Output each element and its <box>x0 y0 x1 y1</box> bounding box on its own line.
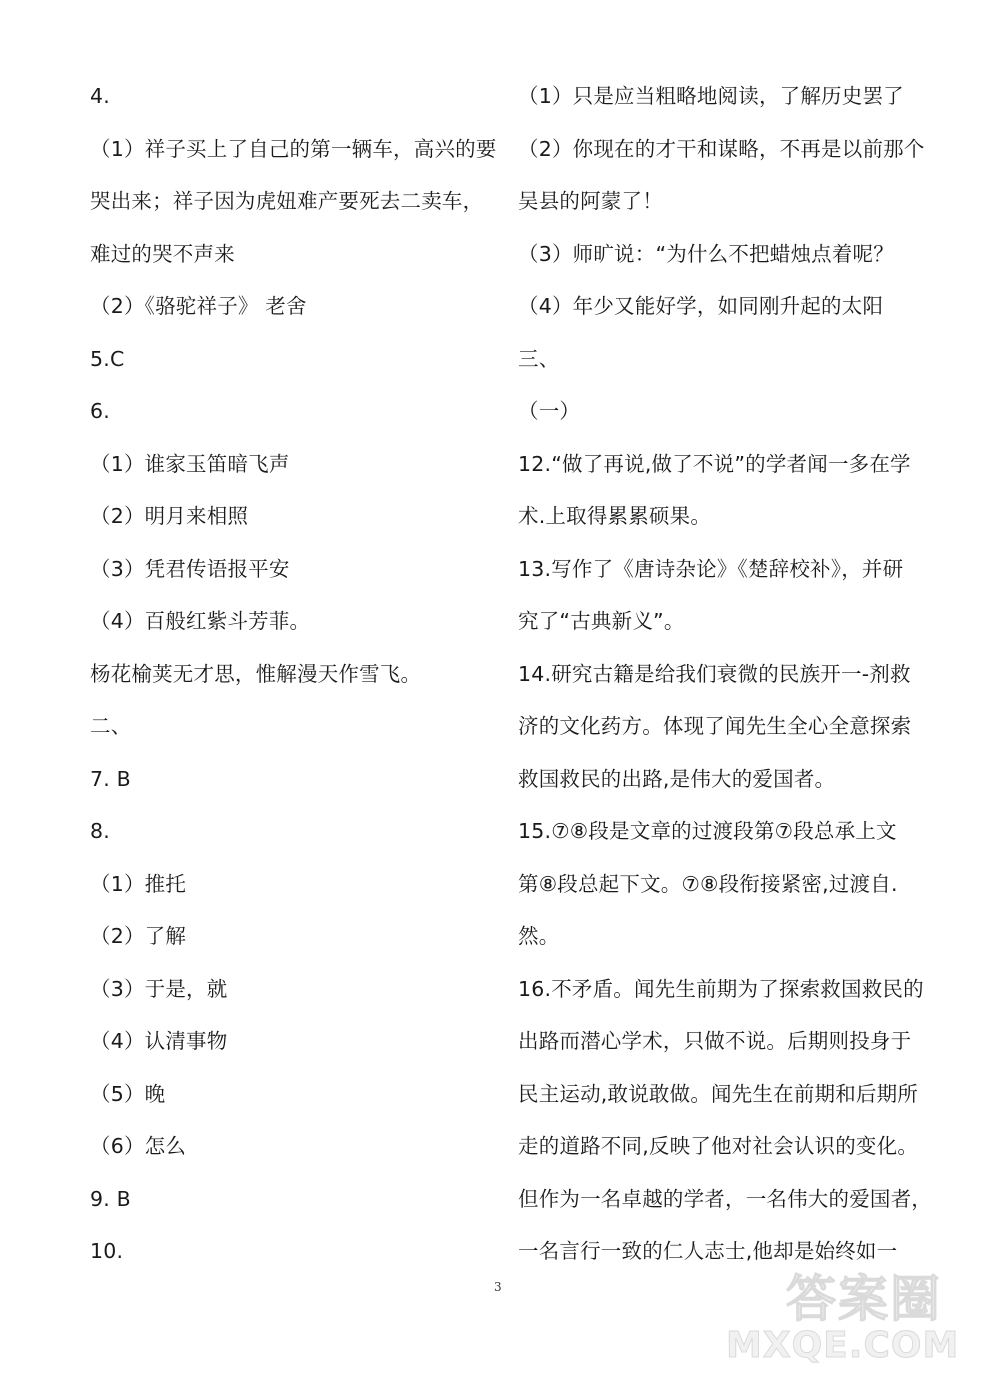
right-line: （1）只是应当粗略地阅读，了解历史罢了 <box>518 84 904 108</box>
right-line: 民主运动,敢说敢做。闻先生在前期和后期所 <box>518 1081 919 1106</box>
right-line: 三、 <box>518 346 560 371</box>
left-line: （6）怎么 <box>90 1134 187 1158</box>
left-line: （2）《骆驼祥子》 老舍 <box>90 294 307 318</box>
left-line: （4）认清事物 <box>90 1029 228 1053</box>
right-line: （一） <box>518 399 581 423</box>
right-line: 16.不矛盾。闻先生前期为了探索救国救民的 <box>518 976 924 1001</box>
page-number: 3 <box>494 1280 502 1294</box>
right-line: 究了“古典新义”。 <box>518 609 685 633</box>
right-line: 15.⑦⑧段是文章的过渡段第⑦段总承上文 <box>518 819 897 843</box>
right-line: 术.上取得累累硕果。 <box>518 504 712 528</box>
left-line: （3）于是，就 <box>90 976 228 1001</box>
right-line: （2）你现在的才干和谋略，不再是以前那个 <box>518 136 925 161</box>
left-column <box>90 70 497 1278</box>
right-line: 12.“做了再说,做了不说”的学者闻一多在学 <box>518 451 911 476</box>
right-line: （4）年少又能好学，如同刚升起的太阳 <box>518 294 884 318</box>
right-line: 吴县的阿蒙了！ <box>518 189 663 213</box>
left-line: 6. <box>90 399 110 423</box>
left-line: （2）明月来相照 <box>90 504 249 528</box>
right-line: 14.研究古籍是给我们衰微的民族开一-剂救 <box>518 661 911 686</box>
left-line: 8. <box>90 819 110 843</box>
left-line: （1）谁家玉笛暗飞声 <box>90 451 290 476</box>
left-line: 5.C <box>90 346 125 371</box>
right-line: 出路而潜心学术，只做不说。后期则投身于 <box>518 1029 912 1053</box>
watermark-top-text: 答案圈 <box>786 1270 942 1328</box>
left-line: 4. <box>90 84 110 108</box>
right-line: （3）师旷说：“为什么不把蜡烛点着呢？ <box>518 241 894 266</box>
right-line: 然。 <box>518 924 560 948</box>
left-line: 二、 <box>90 714 132 738</box>
left-line: 7. B <box>90 766 131 791</box>
right-line: 13.写作了《唐诗杂论》《楚辞校补》，并研 <box>518 556 904 581</box>
left-line: （5）晚 <box>90 1081 166 1106</box>
left-line: （1）祥子买上了自己的第一辆车，高兴的要 <box>90 136 497 161</box>
right-line: 走的道路不同,反映了他对社会认识的变化。 <box>518 1134 919 1158</box>
left-line: 哭出来；祥子因为虎妞难产要死去二卖车， <box>90 189 484 213</box>
right-line: 救国救民的出路,是伟大的爱国者。 <box>518 766 836 791</box>
right-line: 济的文化药方。体现了闻先生全心全意探索 <box>518 714 912 738</box>
left-line: （4）百般红紫斗芳菲。 <box>90 609 311 633</box>
right-line: 但作为一名卓越的学者，一名伟大的爱国者， <box>518 1186 932 1211</box>
left-line: 9. B <box>90 1186 131 1211</box>
left-line: 难过的哭不声来 <box>90 241 235 266</box>
watermark-bottom-text: MXQE.COM <box>726 1325 960 1366</box>
left-line: （2）了解 <box>90 924 187 948</box>
right-column <box>518 70 932 1278</box>
left-line: 10. <box>90 1239 124 1263</box>
left-line: 杨花榆荚无才思，惟解漫天作雪飞。 <box>90 661 422 686</box>
watermark-logo <box>722 1255 992 1375</box>
left-line: （3）凭君传语报平安 <box>90 556 290 581</box>
right-line: 一名言行一致的仁人志士,他却是始终如一 <box>518 1239 898 1263</box>
right-line: 第⑧段总起下文。⑦⑧段衔接紧密,过渡自. <box>518 871 898 896</box>
left-line: （1）推托 <box>90 871 187 896</box>
